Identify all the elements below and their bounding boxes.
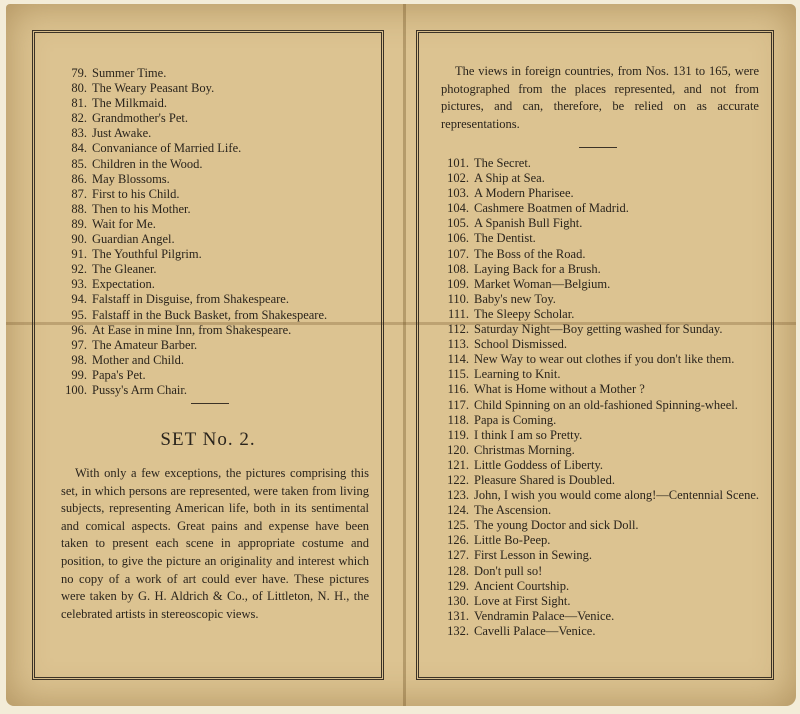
item-title: Little Goddess of Liberty.	[474, 457, 604, 472]
item-number: 109.	[447, 276, 469, 291]
list-item	[437, 247, 765, 262]
list-item	[55, 262, 380, 277]
item-number: 127.	[447, 548, 469, 563]
right-divider-rule	[579, 147, 617, 148]
item-number: 80.	[71, 81, 87, 96]
item-number: 130.	[447, 593, 469, 608]
item-title: A Ship at Sea.	[474, 171, 545, 186]
list-item	[437, 307, 765, 322]
item-title: Market Woman—Belgium.	[474, 276, 611, 291]
item-number: 88.	[71, 201, 87, 216]
item-number: 126.	[447, 533, 469, 548]
list-item	[437, 337, 765, 352]
item-title: Guardian Angel.	[92, 232, 175, 247]
foreign-views-note: The views in foreign countries, from Nos. 131 to 165, were photographed from the places represented, and not from pictures, and can, therefore, be relied on as accurate representations.	[441, 64, 759, 131]
item-title: Vendramin Palace—Venice.	[474, 608, 615, 623]
item-title: The Ascension.	[474, 503, 552, 518]
center-fold	[403, 4, 406, 706]
item-title: I think I am so Pretty.	[474, 427, 583, 442]
item-number: 102.	[447, 171, 469, 186]
item-title: The Boss of the Road.	[474, 246, 586, 261]
item-title: New Way to wear out clothes if you don't like them.	[474, 352, 735, 367]
item-title: Cashmere Boatmen of Madrid.	[474, 201, 629, 216]
list-item	[437, 171, 765, 186]
list-item	[437, 533, 765, 548]
item-title: Child Spinning on an old-fashioned Spinning-wheel.	[474, 397, 738, 412]
item-number: 112.	[447, 322, 469, 337]
item-number: 103.	[447, 186, 469, 201]
item-number: 115.	[447, 367, 469, 382]
item-title: Just Awake.	[92, 126, 152, 141]
item-number: 100.	[65, 382, 87, 397]
item-number: 104.	[447, 201, 469, 216]
list-item	[55, 232, 380, 247]
set-heading: SET No. 2.	[160, 429, 256, 450]
item-title: Ancient Courtship.	[474, 578, 570, 593]
item-title: The Amateur Barber.	[92, 337, 198, 352]
item-title: Cavelli Palace—Venice.	[474, 623, 596, 638]
list-item	[55, 277, 380, 292]
list-item	[437, 624, 765, 639]
list-item	[437, 201, 765, 216]
left-page	[32, 30, 384, 680]
item-number: 97.	[71, 337, 87, 352]
list-item	[55, 323, 380, 338]
list-item	[437, 398, 765, 413]
item-title: Expectation.	[92, 277, 155, 292]
list-item	[437, 231, 765, 246]
item-title: The Secret.	[474, 156, 531, 170]
item-title: Love at First Sight.	[474, 593, 571, 608]
item-title: Falstaff in Disguise, from Shakespeare.	[92, 292, 289, 307]
item-title: John, I wish you would come along!—Centennial Scene.	[474, 488, 760, 503]
item-title: Learning to Knit.	[474, 367, 561, 382]
item-number: 117.	[447, 397, 469, 412]
item-number: 92.	[71, 262, 87, 277]
item-number: 132.	[447, 623, 469, 638]
list-item	[437, 473, 765, 488]
list-item	[437, 322, 765, 337]
left-divider-rule	[191, 403, 229, 404]
item-title: Mother and Child.	[92, 352, 185, 367]
item-number: 129.	[447, 578, 469, 593]
list-item	[55, 202, 380, 217]
list-item	[437, 382, 765, 397]
item-title: Then to his Mother.	[92, 201, 191, 216]
list-item	[55, 217, 380, 232]
item-title: First to his Child.	[92, 186, 180, 201]
item-number: 125.	[447, 518, 469, 533]
list-item	[55, 338, 380, 353]
list-item	[437, 277, 765, 292]
item-title: The Dentist.	[474, 231, 536, 246]
list-item	[437, 428, 765, 443]
item-number: 119.	[447, 427, 469, 442]
list-item	[55, 157, 380, 172]
item-title: May Blossoms.	[92, 171, 170, 186]
item-number: 84.	[71, 141, 87, 156]
item-number: 85.	[71, 156, 87, 171]
item-number: 105.	[447, 216, 469, 231]
set-description: With only a few exceptions, the pictures comprising this set, in which persons are represented, were taken from living subjects, representing American life, both in its sentimental and comical aspects. Great pains and expense have been taken to present each scene in appropriate costume and position, to give the picture an originality and interest which no copy of a work of art could ever have. These pictures were taken by G. H. Aldrich & Co., of Littleton, N. H., the celebrated artists in stereoscopic views.	[61, 466, 369, 621]
list-item	[437, 594, 765, 609]
list-item	[437, 458, 765, 473]
list-item	[437, 518, 765, 533]
item-title: The Weary Peasant Boy.	[92, 81, 215, 96]
list-item	[55, 172, 380, 187]
item-title: Pleasure Shared is Doubled.	[474, 472, 615, 487]
list-item	[437, 564, 765, 579]
list-item	[55, 111, 380, 126]
item-number: 120.	[447, 442, 469, 457]
item-number: 121.	[447, 457, 469, 472]
item-title: The Youthful Pilgrim.	[92, 247, 202, 262]
item-number: 128.	[447, 563, 469, 578]
list-item	[437, 548, 765, 563]
item-number: 87.	[71, 186, 87, 201]
list-item	[55, 368, 380, 383]
item-number: 111.	[448, 306, 469, 321]
item-title: Papa is Coming.	[474, 412, 557, 427]
right-page	[416, 30, 774, 680]
item-number: 131.	[447, 608, 469, 623]
item-number: 99.	[71, 367, 87, 382]
item-number: 107.	[447, 246, 469, 261]
item-title: Papa's Pet.	[92, 367, 146, 382]
list-item	[55, 126, 380, 141]
item-number: 96.	[71, 322, 87, 337]
item-number: 98.	[71, 352, 87, 367]
list-item	[437, 156, 765, 171]
item-title: First Lesson in Sewing.	[474, 548, 593, 563]
item-number: 124.	[447, 503, 469, 518]
item-title: Convaniance of Married Life.	[92, 141, 242, 156]
item-title: The young Doctor and sick Doll.	[474, 518, 639, 533]
item-number: 81.	[71, 96, 87, 111]
item-title: Saturday Night—Boy getting washed for Sunday.	[474, 322, 723, 337]
list-item	[437, 186, 765, 201]
left-title-list	[55, 66, 380, 398]
item-title: The Sleepy Scholar.	[474, 306, 575, 321]
item-number: 83.	[71, 126, 87, 141]
item-number: 101.	[447, 156, 469, 170]
item-number: 114.	[447, 352, 469, 367]
item-title: Children in the Wood.	[92, 156, 203, 171]
list-item	[55, 81, 380, 96]
item-title: What is Home without a Mother ?	[474, 382, 645, 397]
list-item	[437, 352, 765, 367]
item-title: A Modern Pharisee.	[474, 186, 574, 201]
right-title-list	[437, 156, 765, 639]
item-number: 93.	[71, 277, 87, 292]
item-title: Little Bo-Peep.	[474, 533, 551, 548]
list-item	[55, 247, 380, 262]
item-number: 95.	[71, 307, 87, 322]
item-number: 116.	[447, 382, 469, 397]
list-item	[55, 383, 380, 398]
item-title: A Spanish Bull Fight.	[474, 216, 583, 231]
item-number: 91.	[71, 247, 87, 262]
item-title: Pussy's Arm Chair.	[92, 382, 187, 397]
list-item	[437, 367, 765, 382]
item-number: 89.	[71, 216, 87, 231]
item-title: Wait for Me.	[92, 216, 156, 231]
list-item	[55, 187, 380, 202]
item-title: At Ease in mine Inn, from Shakespeare.	[92, 322, 292, 337]
item-title: Summer Time.	[92, 66, 167, 80]
item-number: 113.	[447, 337, 469, 352]
list-item	[437, 292, 765, 307]
item-number: 82.	[71, 111, 87, 126]
item-title: Laying Back for a Brush.	[474, 261, 601, 276]
list-item	[437, 579, 765, 594]
list-item	[55, 96, 380, 111]
item-number: 90.	[71, 232, 87, 247]
list-item	[437, 488, 765, 503]
item-title: The Gleaner.	[92, 262, 157, 277]
item-number: 122.	[447, 472, 469, 487]
item-number: 106.	[447, 231, 469, 246]
item-title: The Milkmaid.	[92, 96, 167, 111]
list-item	[55, 292, 380, 307]
list-item	[55, 66, 380, 81]
item-title: School Dismissed.	[474, 337, 568, 352]
item-number: 108.	[447, 261, 469, 276]
item-title: Baby's new Toy.	[474, 291, 556, 306]
item-title: Christmas Morning.	[474, 442, 575, 457]
list-item	[437, 262, 765, 277]
item-title: Falstaff in the Buck Basket, from Shakespeare.	[92, 307, 328, 322]
list-item	[55, 353, 380, 368]
list-item	[437, 503, 765, 518]
item-number: 123.	[447, 488, 469, 503]
list-item	[437, 609, 765, 624]
item-number: 79.	[71, 66, 87, 80]
list-item	[55, 308, 380, 323]
list-item	[437, 216, 765, 231]
item-title: Don't pull so!	[474, 563, 543, 578]
list-item	[437, 443, 765, 458]
item-number: 86.	[71, 171, 87, 186]
list-item	[437, 413, 765, 428]
item-number: 110.	[447, 291, 469, 306]
item-number: 94.	[71, 292, 87, 307]
list-item	[55, 141, 380, 156]
item-number: 118.	[447, 412, 469, 427]
item-title: Grandmother's Pet.	[92, 111, 188, 126]
